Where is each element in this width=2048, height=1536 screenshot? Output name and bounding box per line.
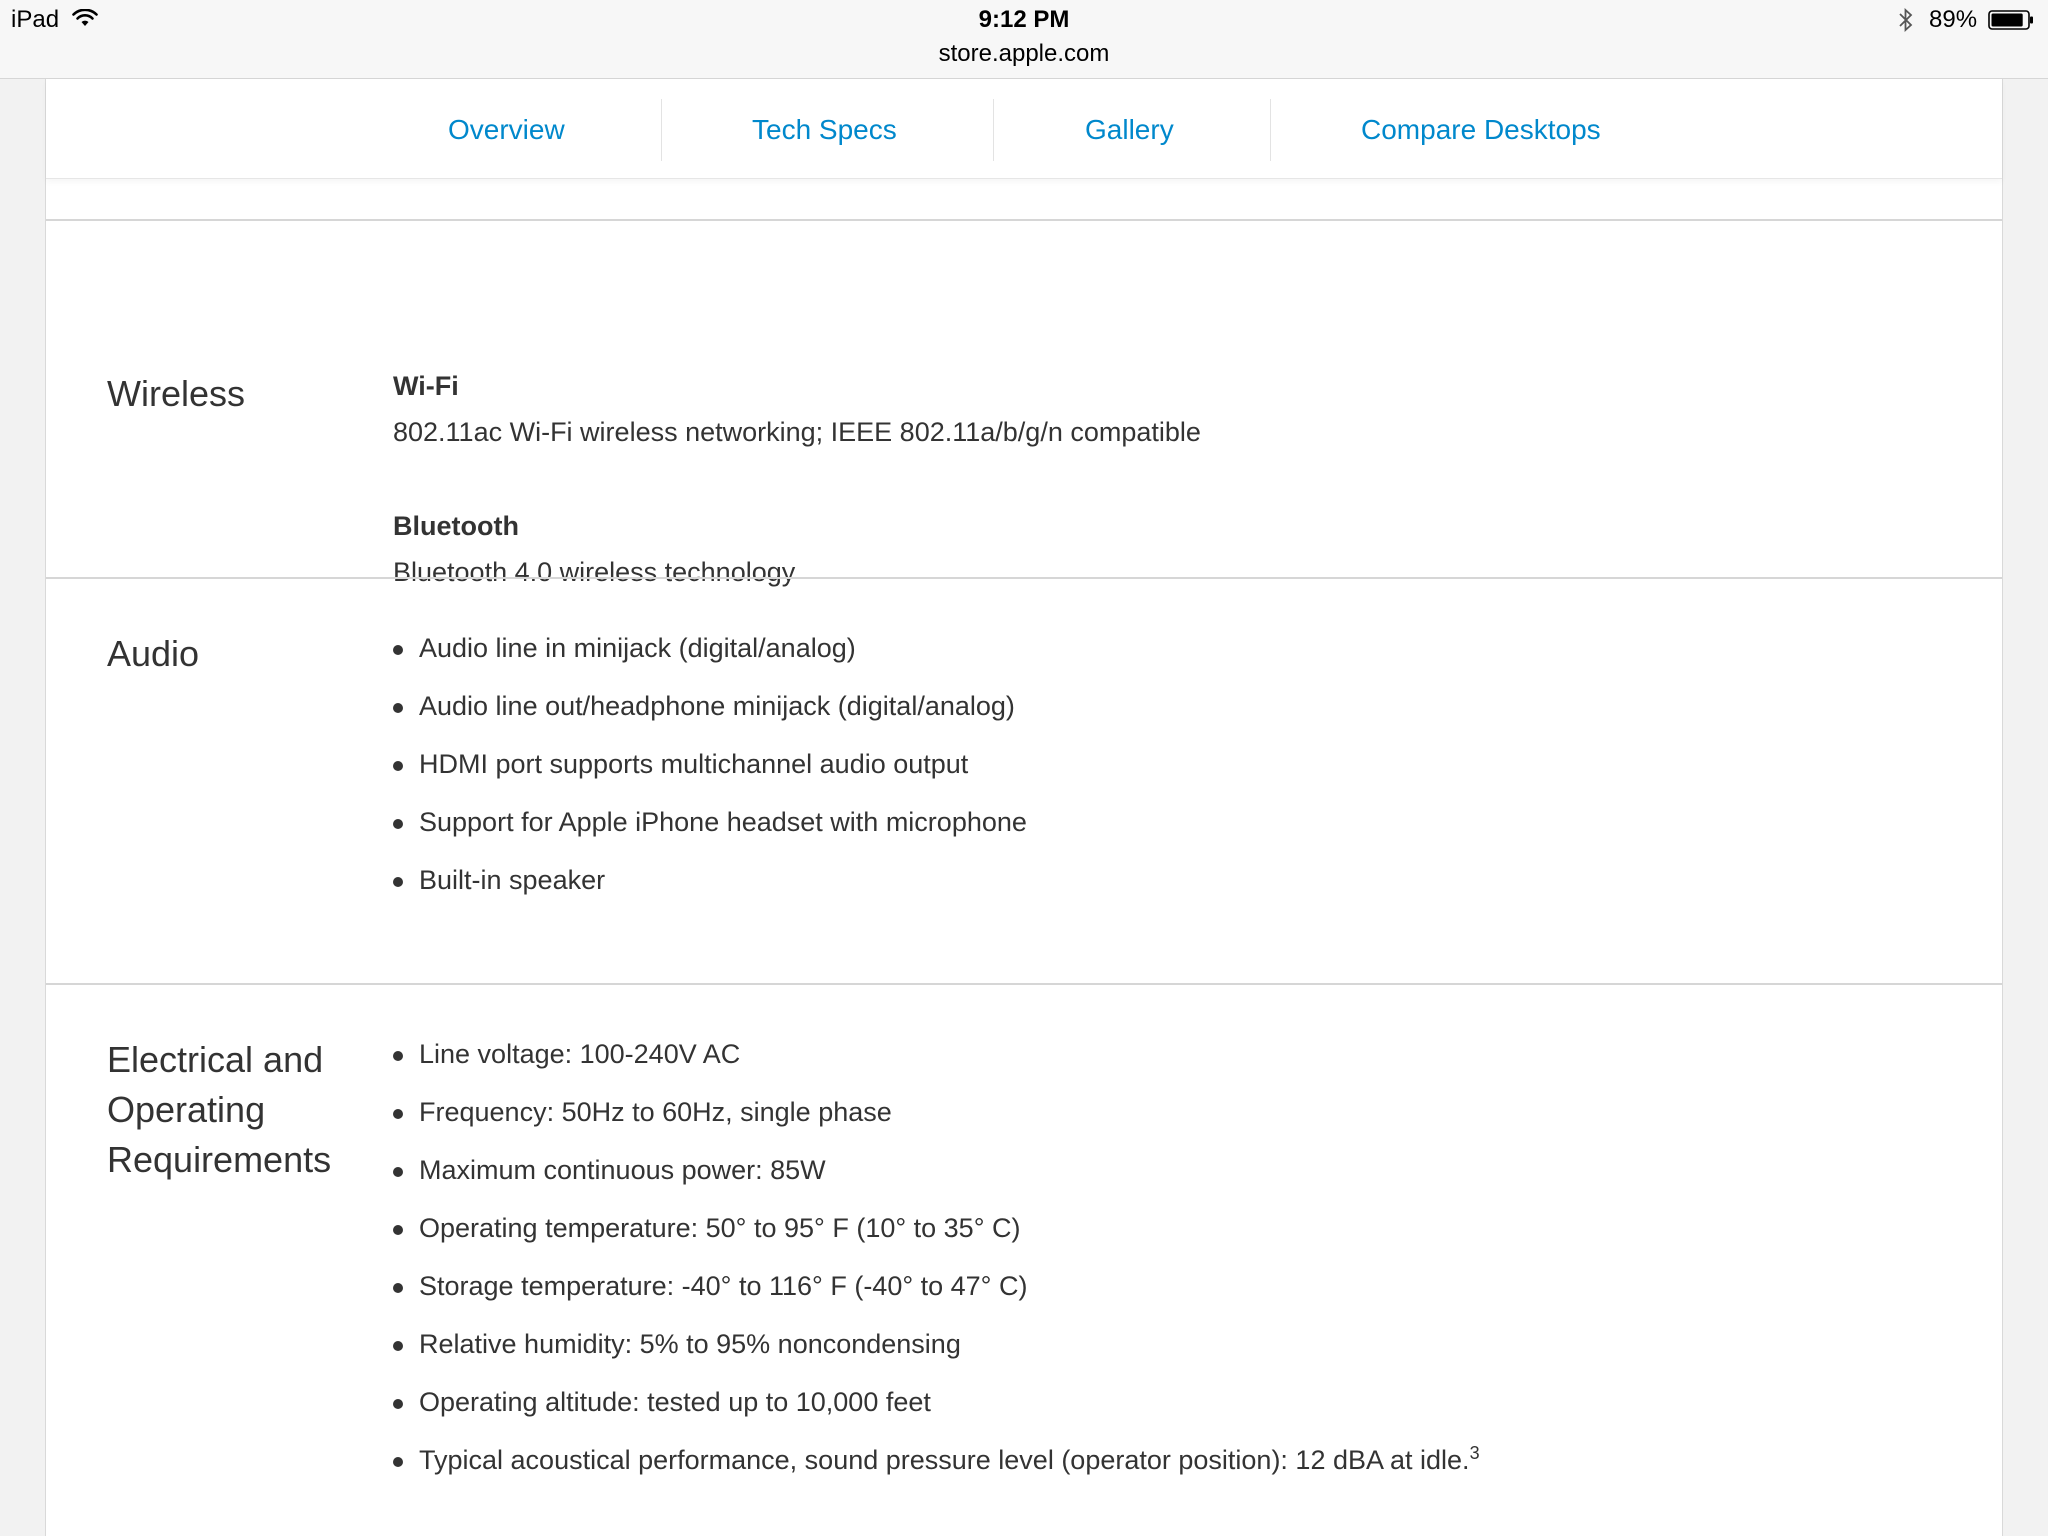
- list-item: Frequency: 50Hz to 60Hz, single phase: [393, 1096, 1480, 1154]
- list-item: Relative humidity: 5% to 95% noncondensing: [393, 1328, 1480, 1386]
- bluetooth-icon: [1898, 7, 1914, 33]
- list-item: Built-in speaker: [393, 864, 1027, 922]
- page-content: [45, 79, 2003, 1536]
- battery-icon: [1988, 10, 2034, 30]
- list-item: HDMI port supports multichannel audio output: [393, 748, 1027, 806]
- battery-percentage: 89%: [1929, 6, 1978, 33]
- subnav-divider: [1270, 99, 1271, 161]
- section-title-audio: Audio: [107, 633, 200, 674]
- footnote-marker[interactable]: 3: [1469, 1443, 1480, 1463]
- list-item: Support for Apple iPhone headset with microphone: [393, 806, 1027, 864]
- list-item: Operating temperature: 50° to 95° F (10° to 35° C): [393, 1212, 1480, 1270]
- audio-section: [46, 579, 2002, 979]
- product-subnav: [46, 79, 2002, 179]
- list-item: Audio line out/headphone minijack (digital/analog): [393, 690, 1027, 748]
- electrical-section: [46, 985, 2002, 1535]
- tab-tech-specs[interactable]: Tech Specs: [752, 114, 897, 145]
- audio-spec-list: [393, 632, 1027, 922]
- subnav-divider: [661, 99, 662, 161]
- bluetooth-description: Bluetooth 4.0 wireless technology: [393, 557, 796, 587]
- list-item: [393, 1444, 1480, 1502]
- status-time: 9:12 PM: [978, 6, 1070, 33]
- wifi-description: 802.11ac Wi-Fi wireless networking; IEEE 802.11a/b/g/n compatible: [393, 417, 1201, 447]
- list-item: Line voltage: 100-240V AC: [393, 1038, 1480, 1096]
- section-title-wireless: Wireless: [107, 373, 246, 414]
- wifi-heading: Wi-Fi: [393, 371, 459, 401]
- section-title-electrical: Electrical and Operating Requirements: [107, 1039, 332, 1180]
- address-bar-url[interactable]: store.apple.com: [938, 40, 1110, 67]
- tab-gallery[interactable]: Gallery: [1085, 114, 1174, 145]
- electrical-spec-list: [393, 1038, 1480, 1502]
- list-item: Audio line in minijack (digital/analog): [393, 632, 1027, 690]
- bluetooth-heading: Bluetooth: [393, 511, 519, 541]
- subnav-divider: [993, 99, 994, 161]
- list-item: Operating altitude: tested up to 10,000 feet: [393, 1386, 1480, 1444]
- tab-overview[interactable]: Overview: [448, 114, 565, 145]
- device-name: iPad: [11, 6, 60, 33]
- tab-compare-desktops[interactable]: Compare Desktops: [1361, 114, 1601, 145]
- acoustic-spec-text: Typical acoustical performance, sound pressure level (operator position): 12 dBA at idle.: [419, 1445, 1470, 1475]
- list-item: Maximum continuous power: 85W: [393, 1154, 1480, 1212]
- status-bar: [0, 0, 2048, 79]
- list-item: Storage temperature: -40° to 116° F (-40° to 47° C): [393, 1270, 1480, 1328]
